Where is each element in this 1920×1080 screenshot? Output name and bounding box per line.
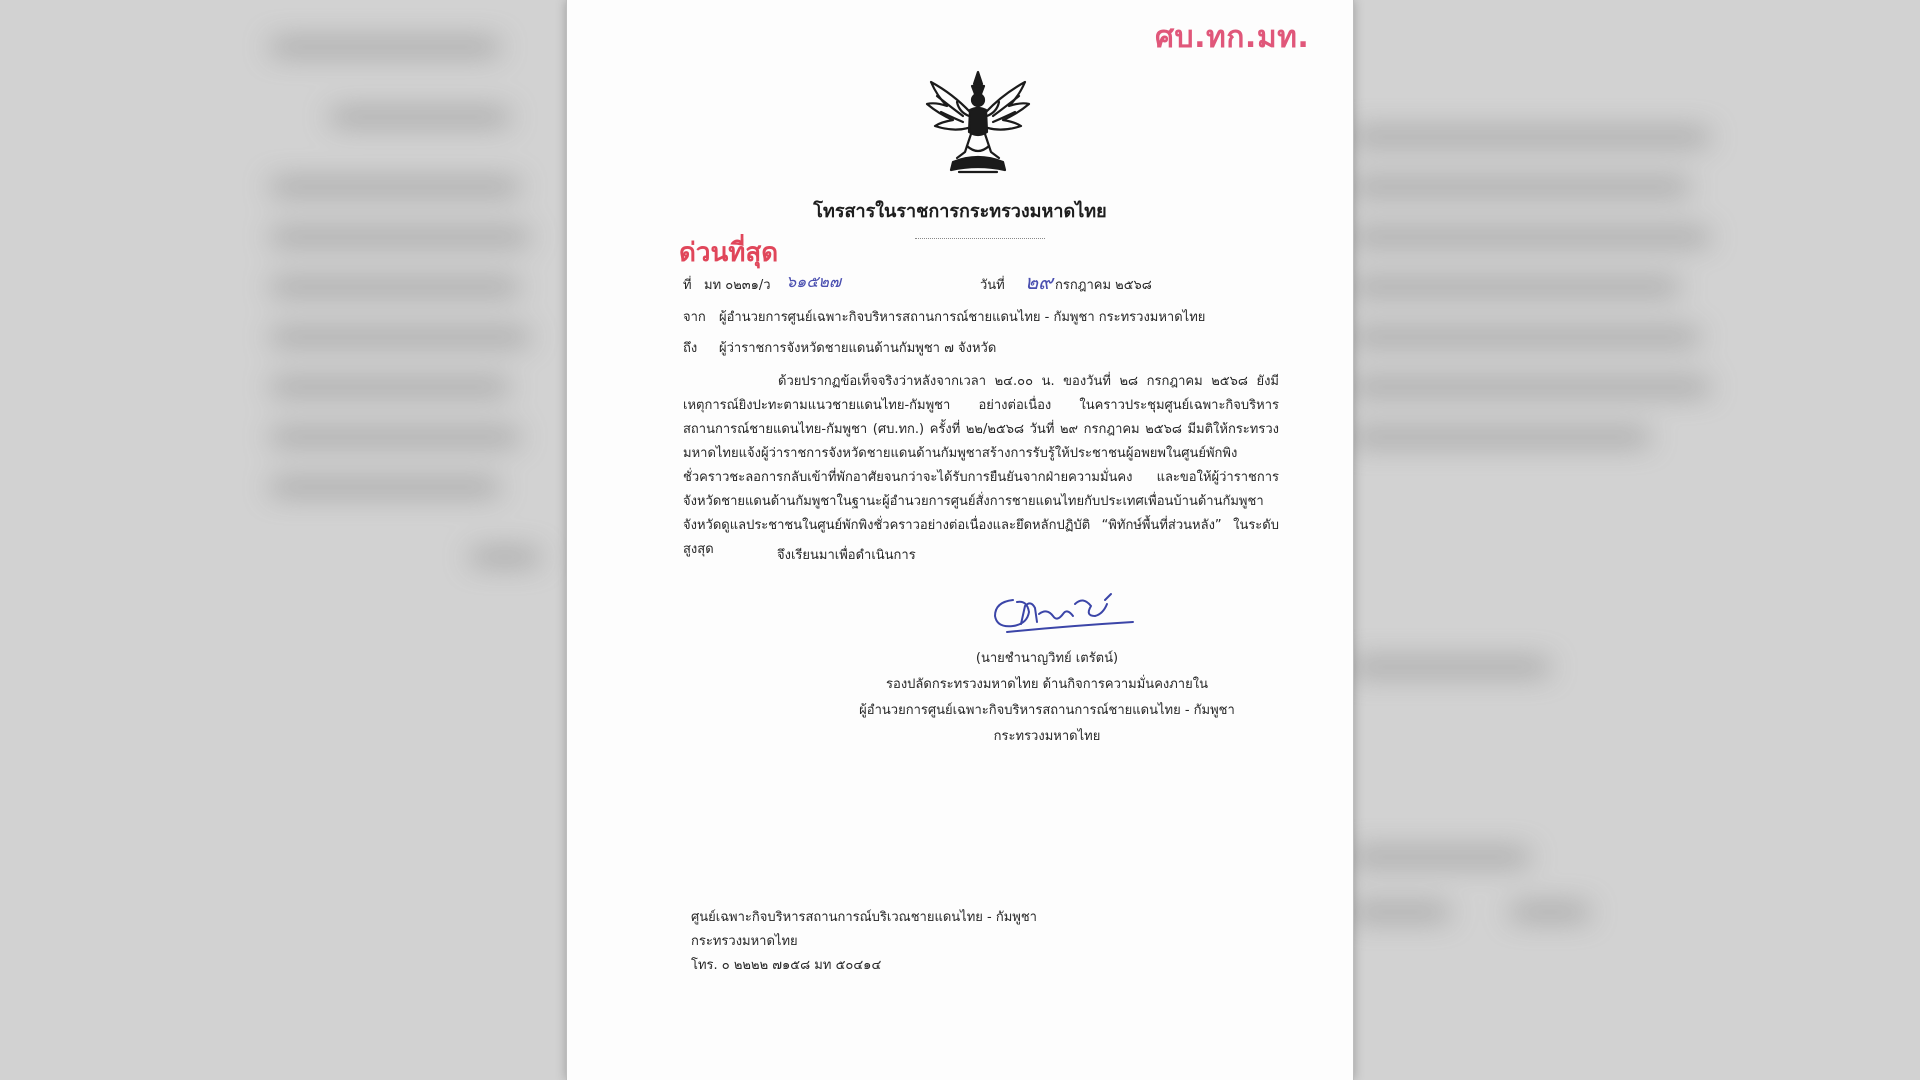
document-title: โทรสารในราชการกระทรวงมหาดไทย [813,201,1107,222]
date-month-year: กรกฎาคม ๒๕๖๘ [1055,278,1152,293]
to-label: ถึง [683,341,698,356]
document-footer [691,906,1037,978]
footer-org: ศูนย์เฉพาะกิจบริหารสถานการณ์บริเวณชายแดนไทย - กัมพูชา [691,910,1037,925]
footer-phone: โทร. ๐ ๒๒๒๒ ๗๑๕๘ มท ๕๐๔๑๔ [691,958,882,973]
fax-document [566,0,1354,1080]
ref-label: ที่ [683,278,692,293]
ref-number: ๖๑๕๒๗ [786,272,841,291]
urgent-label: ด่วนที่สุด [679,238,779,268]
body-paragraph: ด้วยปรากฏข้อเท็จจริงว่าหลังจากเวลา ๒๔.๐๐ น. ของวันที่ ๒๘ กรกฎาคม ๒๕๖๘ ยังมีเหตุการณ์ยิงปะทะตามแนวชายแดนไทย-กัมพูชา อย่างต่อเนื่อง ในคราวประชุมศูนย์เฉพาะกิจบริหารสถานการณ์ชายแดนไทย-กัมพูชา (ศบ.ทก.) ครั้งที่ ๒๒/๒๕๖๘ วันที่ ๒๙ กรกฎาคม ๒๕๖๘ มีมติให้กระทรวงมหาดไทยแจ้งผู้ว่าราชการจังหวัดชายแดนด้านกัมพูชาสร้างการรับรู้ให้ประชาชนผู้อพยพในศูนย์พักพิงชั่วคราวชะลอการกลับเข้าที่พักอาศัยจนกว่าจะได้รับการยืนยันจากฝ่ายความมั่นคง และขอให้ผู้ว่าราชการจังหวัดชายแดนด้านกัมพูชาในฐานะผู้อำนวยการศูนย์สั่งการชายแดนไทยกับประเทศเพื่อนบ้านด้านกัมพูชาจังหวัดดูแลประชาชนในศูนย์พักพิงชั่วคราวอย่างต่อเนื่องและยึดหลักปฏิบัติ “พิทักษ์พื้นที่ส่วนหลัง” ในระดับสูงสุด [683,374,1279,557]
footer-ministry: กระทรวงมหาดไทย [691,934,798,949]
garuda-emblem-icon [923,66,1033,180]
stamp-text: ศบ.ทก.มท. [1155,20,1310,55]
signer-position-3: กระทรวงมหาดไทย [993,729,1101,744]
signature-icon [987,586,1137,636]
from-value: ผู้อำนวยการศูนย์เฉพาะกิจบริหารสถานการณ์ชายแดนไทย - กัมพูชา กระทรวงมหาดไทย [719,310,1206,325]
signer-position-1: รองปลัดกระทรวงมหาดไทย ด้านกิจการความมั่นคงภายใน [886,677,1208,692]
to-value: ผู้ว่าราชการจังหวัดชายแดนด้านกัมพูชา ๗ จังหวัด [719,341,997,356]
signer-position-2: ผู้อำนวยการศูนย์เฉพาะกิจบริหารสถานการณ์ชายแดนไทย - กัมพูชา [859,703,1235,718]
title-divider [915,238,1045,239]
from-label: จาก [683,310,706,325]
date-day: ๒๙ [1025,270,1053,294]
ref-prefix: มท ๐๒๓๑/ว [704,278,771,293]
signer-name: (นายชำนาญวิทย์ เตรัตน์) [975,651,1119,666]
closing-line: จึงเรียนมาเพื่อดำเนินการ [777,548,916,563]
date-label: วันที่ [980,278,1005,293]
signature-block [847,646,1247,750]
